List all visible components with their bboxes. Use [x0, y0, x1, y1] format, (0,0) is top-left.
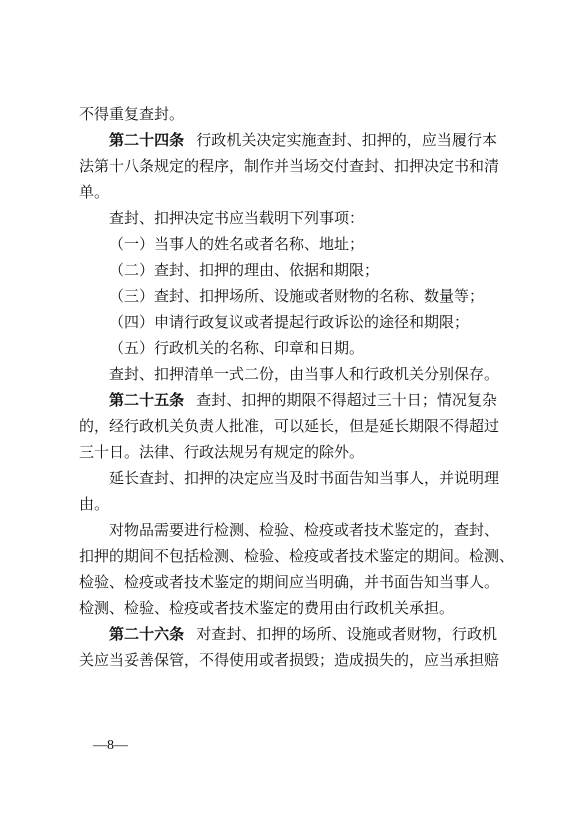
text-line: 三十日。法律、行政法规另有规定的除外。: [79, 443, 365, 461]
list-item: （二）查封、扣押的理由、依据和期限；: [109, 261, 380, 279]
text-line: 扣押的期间不包括检测、检验、检疫或者技术鉴定的期间。检测、: [79, 547, 515, 565]
article-26-text: 对查封、扣押的场所、设施或者财物，行政机: [196, 625, 497, 643]
article-24-line: [79, 127, 497, 153]
text-line: 检测、检验、检疫或者技术鉴定的费用由行政机关承担。: [79, 599, 455, 617]
text-line: 不得重复查封。: [79, 105, 185, 123]
article-24-text: 行政机关决定实施查封、扣押的，应当履行本: [196, 131, 497, 149]
list-item: （四）申请行政复议或者提起行政诉讼的途径和期限；: [109, 313, 470, 331]
text-line: 单。: [79, 183, 110, 201]
page-number: —8—: [93, 738, 128, 753]
article-25-text: 查封、扣押的期限不得超过三十日；情况复杂: [196, 391, 497, 409]
article-25-line: [79, 387, 497, 413]
text-line: 关应当妥善保管，不得使用或者损毁；造成损失的，应当承担赔: [79, 651, 500, 669]
list-item: （一）当事人的姓名或者名称、地址；: [109, 235, 365, 253]
article-26-line: [79, 621, 497, 647]
article-25-heading: 第二十五条: [109, 391, 185, 409]
text-line: 延长查封、扣押的决定应当及时书面告知当事人，并说明理: [109, 469, 500, 487]
text-line: 由。: [79, 495, 110, 513]
text-line: 的，经行政机关负责人批准，可以延长，但是延长期限不得超过: [79, 417, 500, 435]
list-item: （三）查封、扣押场所、设施或者财物的名称、数量等；: [109, 287, 485, 305]
text-line: 查封、扣押决定书应当载明下列事项：: [109, 209, 365, 227]
text-line: 对物品需要进行检测、检验、检疫或者技术鉴定的，查封、: [109, 521, 500, 539]
text-line: 查封、扣押清单一式二份，由当事人和行政机关分别保存。: [109, 365, 500, 383]
text-line: 法第十八条规定的程序，制作并当场交付查封、扣押决定书和清: [79, 157, 500, 175]
article-24-heading: 第二十四条: [109, 131, 185, 149]
document-body: [79, 101, 515, 673]
text-line: 检验、检疫或者技术鉴定的期间应当明确，并书面告知当事人。: [79, 573, 500, 591]
list-item: （五）行政机关的名称、印章和日期。: [109, 339, 365, 357]
article-26-heading: 第二十六条: [109, 625, 185, 643]
